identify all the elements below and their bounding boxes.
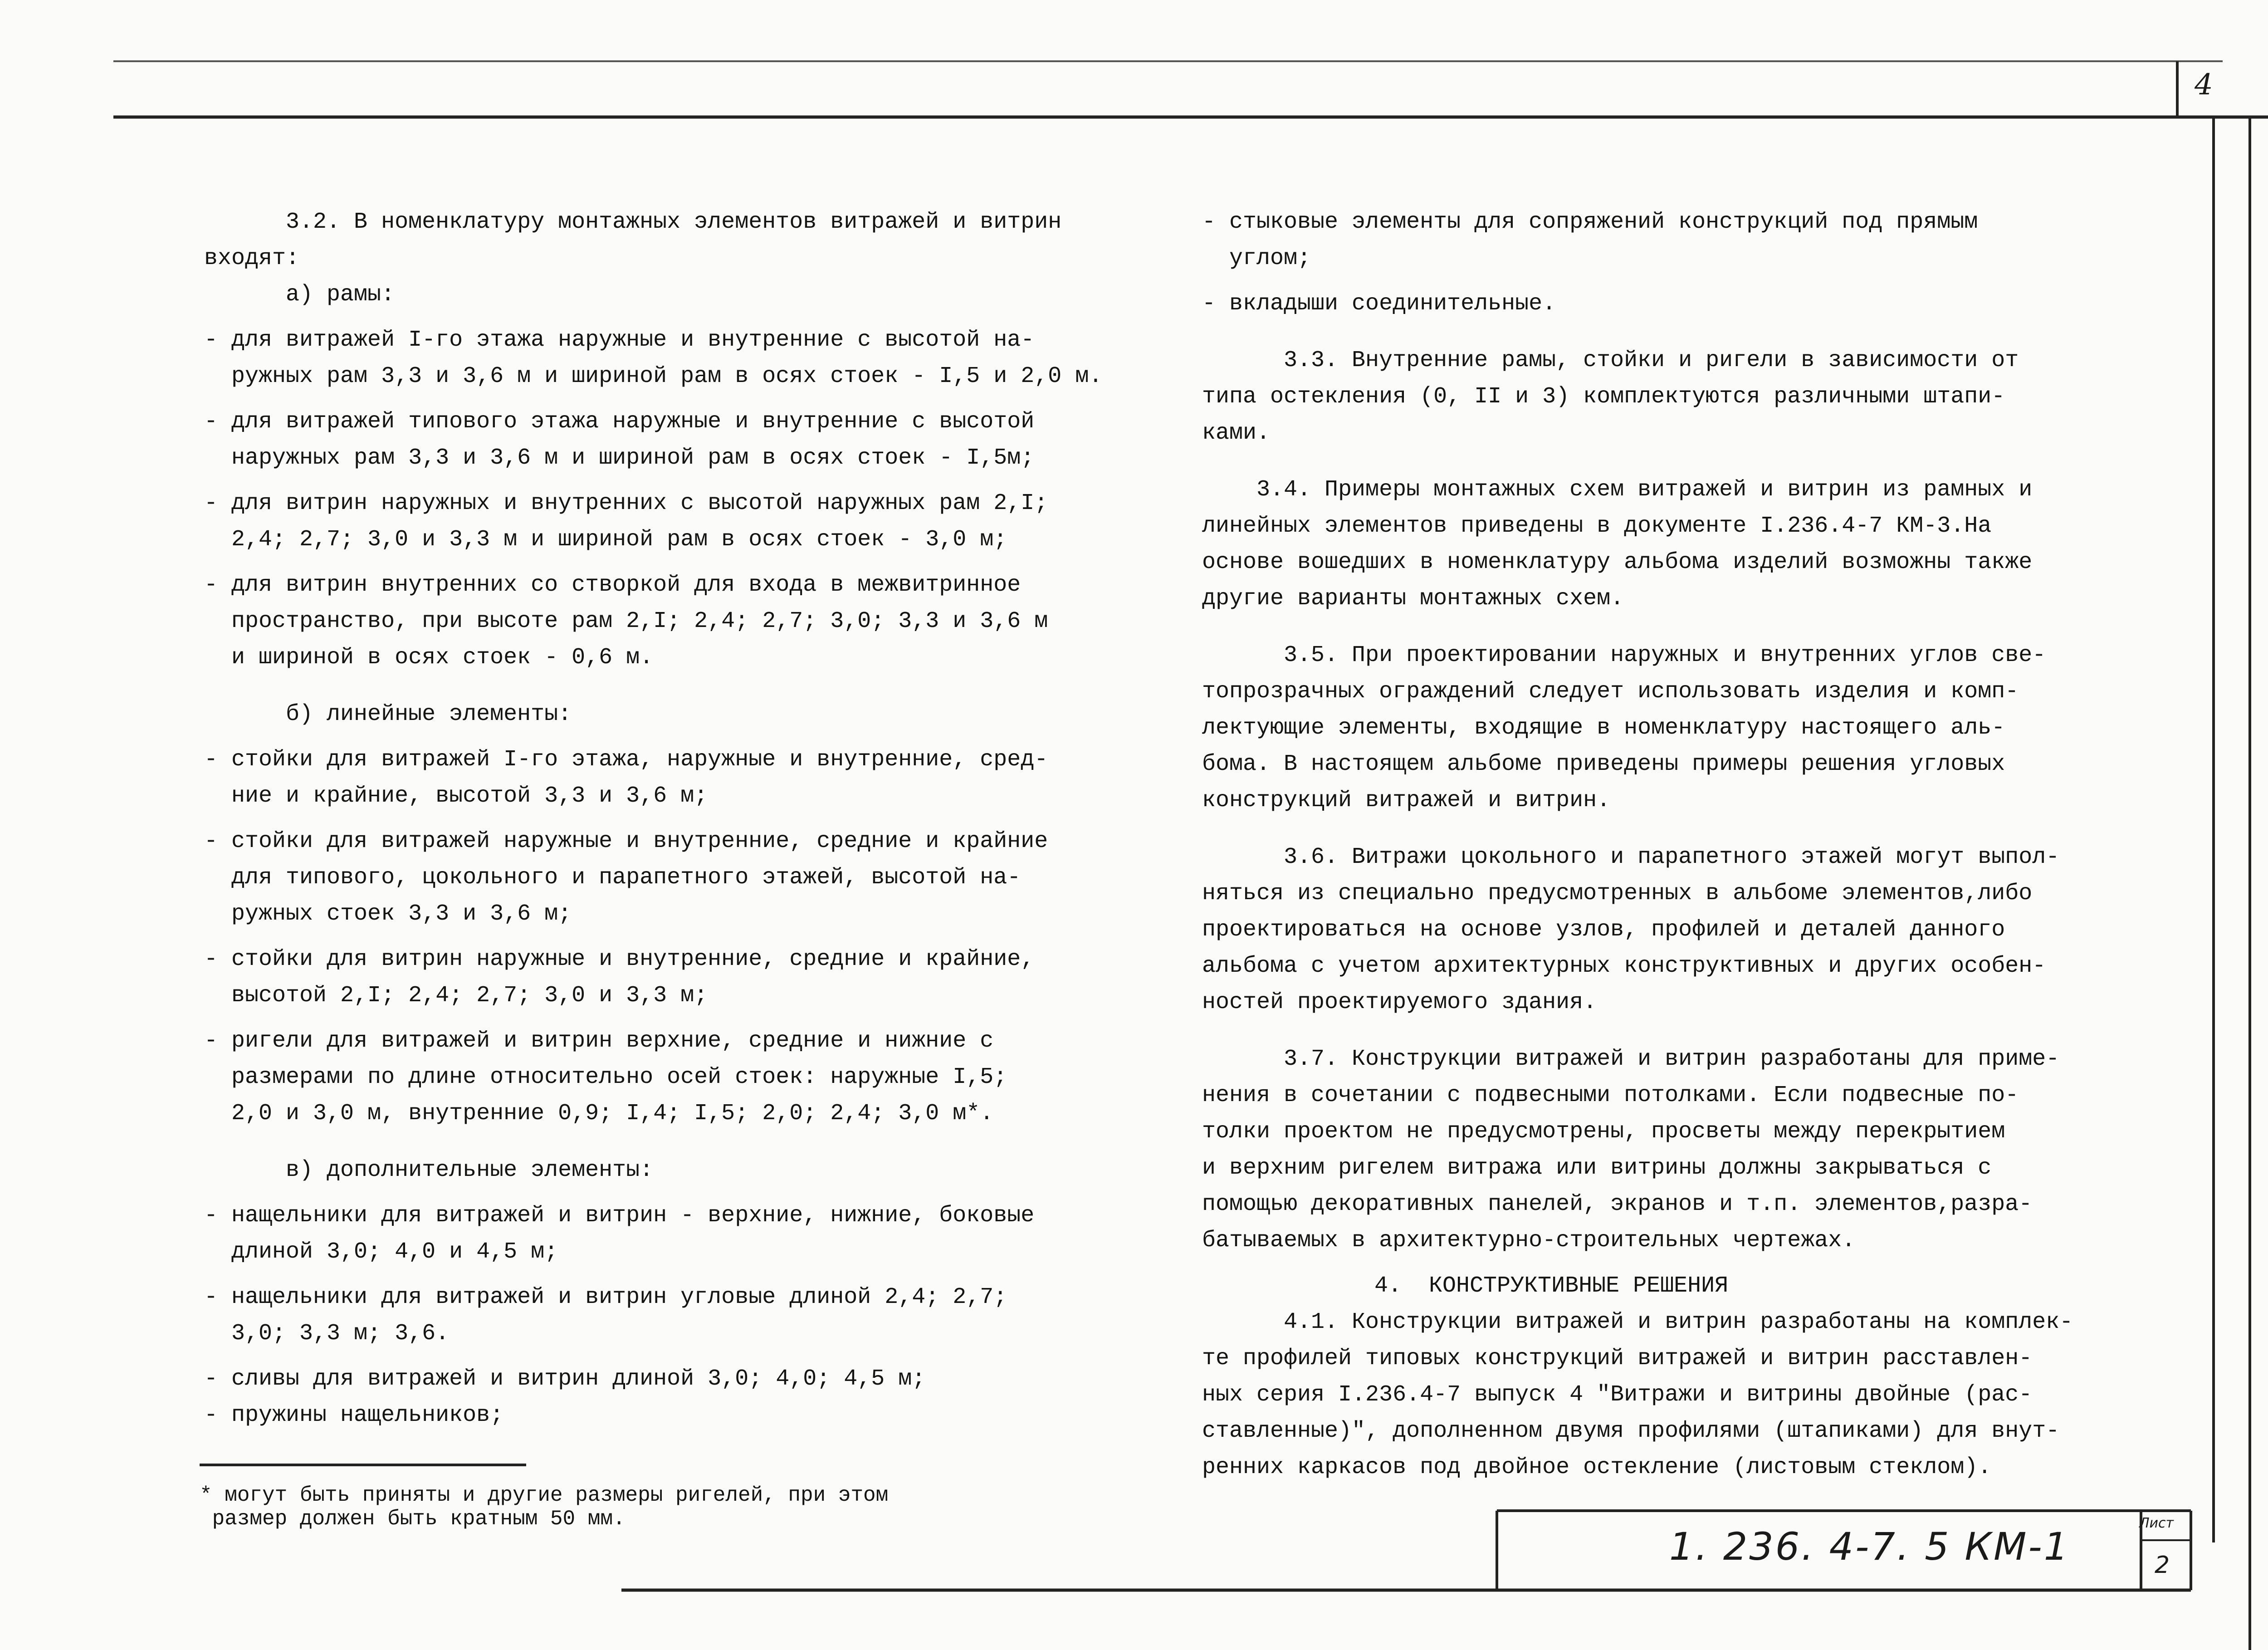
- text-line: ренних каркасов под двойное остекление (листовым стеклом).: [1202, 1454, 1992, 1480]
- document-code: 1. 236. 4-7. 5 КМ-1: [1669, 1524, 2070, 1569]
- text-line: - для витражей I-го этажа наружные и внутренние с высотой на-: [204, 327, 1035, 353]
- footnote-line: размер должен быть кратным 50 мм.: [200, 1507, 626, 1531]
- text-line: пространство, при высоте рам 2,I; 2,4; 2,7; 3,0; 3,3 и 3,6 м: [204, 608, 1048, 634]
- sheet-label: Лист: [2139, 1515, 2174, 1531]
- text-line: 3,0; 3,3 м; 3,6.: [204, 1321, 450, 1346]
- text-line: - сливы для витражей и витрин длиной 3,0; 4,0; 4,5 м;: [204, 1366, 926, 1392]
- text-line: няться из специально предусмотренных в альбоме элементов,либо: [1202, 881, 2033, 906]
- text-line: бома. В настоящем альбоме приведены примеры решения угловых: [1202, 751, 2005, 777]
- footnote-marker: *: [200, 1484, 212, 1507]
- text-line: - нащельники для витражей и витрин угловые длиной 2,4; 2,7;: [204, 1284, 1007, 1310]
- text-line: - пружины нащельников;: [204, 1402, 504, 1428]
- text-line: конструкций витражей и витрин.: [1202, 788, 1611, 813]
- text-line: и шириной в осях стоек - 0,6 м.: [204, 645, 654, 671]
- text-line: а) рамы:: [204, 282, 395, 308]
- text-line: - вкладыши соединительные.: [1202, 291, 1556, 317]
- text-line: длиной 3,0; 4,0 и 4,5 м;: [204, 1239, 558, 1265]
- text-line: типа остекления (0, II и 3) комплектуются различными штапи-: [1202, 384, 2005, 410]
- sheet-number: 2: [2155, 1552, 2170, 1579]
- text-line: 3.6. Витражи цокольного и парапетного этажей могут выпол-: [1202, 844, 2060, 870]
- section-heading: 4. КОНСТРУКТИВНЫЕ РЕШЕНИЯ: [1374, 1273, 1729, 1299]
- right-column: [1202, 204, 2118, 1486]
- text-line: другие варианты монтажных схем.: [1202, 586, 1624, 612]
- text-line: ружных стоек 3,3 и 3,6 м;: [204, 901, 572, 927]
- text-line: высотой 2,I; 2,4; 2,7; 3,0 и 3,3 м;: [204, 983, 708, 1009]
- text-line: те профилей типовых конструкций витражей и витрин расставлен-: [1202, 1346, 2033, 1371]
- text-line: - стыковые элементы для сопряжений конструкций под прямым: [1202, 209, 1978, 235]
- footnote-divider: [200, 1464, 526, 1466]
- text-line: толки проектом не предусмотрены, просветы между перекрытием: [1202, 1119, 2005, 1145]
- footnote: [200, 1484, 888, 1531]
- page-number: 4: [2195, 68, 2213, 102]
- text-line: батываемых в архитектурно-строительных чертежах.: [1202, 1228, 1856, 1253]
- text-line: входят:: [204, 245, 300, 271]
- text-line: 3.4. Примеры монтажных схем витражей и витрин из рамных и: [1202, 477, 2033, 503]
- text-line: 3.5. При проектировании наружных и внутренних углов све-: [1202, 642, 2046, 668]
- text-line: ных серия I.236.4-7 выпуск 4 "Витражи и витрины двойные (рас-: [1202, 1382, 2033, 1408]
- text-line: ружных рам 3,3 и 3,6 м и шириной рам в осях стоек - I,5 и 2,0 м.: [204, 363, 1103, 389]
- text-line: проектироваться на основе узлов, профилей и деталей данного: [1202, 917, 2005, 943]
- text-line: альбома с учетом архитектурных конструктивных и других особен-: [1202, 953, 2046, 979]
- text-line: 2,0 и 3,0 м, внутренние 0,9; I,4; I,5; 2,0; 2,4; 3,0 м*.: [204, 1101, 994, 1126]
- text-line: - для витрин внутренних со створкой для входа в межвитринное: [204, 572, 1021, 598]
- text-line: - стойки для витрин наружные и внутренние, средние и крайние,: [204, 946, 1035, 972]
- text-line: 3.2. В номенклатуру монтажных элементов витражей и витрин: [204, 209, 1062, 235]
- text-line: ностей проектируемого здания.: [1202, 989, 1597, 1015]
- text-line: размерами по длине относительно осей стоек: наружные I,5;: [204, 1064, 1007, 1090]
- text-line: - стойки для витражей I-го этажа, наружные и внутренние, сред-: [204, 747, 1048, 773]
- text-line: - для витрин наружных и внутренних с высотой наружных рам 2,I;: [204, 490, 1048, 516]
- text-line: - нащельники для витражей и витрин - верхние, нижние, боковые: [204, 1203, 1035, 1229]
- text-line: и верхним ригелем витража или витрины должны закрываться с: [1202, 1155, 1992, 1181]
- text-line: нения в сочетании с подвесными потолками. Если подвесные по-: [1202, 1082, 2019, 1108]
- text-line: топрозрачных ограждений следует использовать изделия и комп-: [1202, 679, 2019, 705]
- text-line: 3.3. Внутренние рамы, стойки и ригели в зависимости от: [1202, 348, 2019, 373]
- text-line: 2,4; 2,7; 3,0 и 3,3 м и шириной рам в осях стоек - 3,0 м;: [204, 527, 1007, 553]
- left-column: [204, 204, 1111, 1434]
- text-line: наружных рам 3,3 и 3,6 м и шириной рам в осях стоек - I,5м;: [204, 445, 1035, 471]
- text-line: 4.1. Конструкции витражей и витрин разработаны на комплек-: [1202, 1309, 2073, 1335]
- text-line: углом;: [1202, 245, 1311, 271]
- text-line: лектующие элементы, входящие в номенклатуру настоящего аль-: [1202, 715, 2005, 741]
- text-line: помощью декоративных панелей, экранов и т.п. элементов,разра-: [1202, 1191, 2033, 1217]
- text-line: - для витражей типового этажа наружные и внутренние с высотой: [204, 409, 1035, 435]
- text-line: ние и крайние, высотой 3,3 и 3,6 м;: [204, 783, 708, 809]
- footnote-line: могут быть приняты и другие размеры ригелей, при этом: [212, 1484, 889, 1507]
- text-line: 3.7. Конструкции витражей и витрин разработаны для приме-: [1202, 1046, 2060, 1072]
- text-line: основе вошедших в номенклатуру альбома изделий возможны также: [1202, 549, 2033, 575]
- text-line: ставленные)", дополненном двумя профилями (штапиками) для внут-: [1202, 1418, 2060, 1444]
- text-line: б) линейные элементы:: [204, 701, 572, 727]
- text-line: в) дополнительные элементы:: [204, 1157, 654, 1183]
- text-line: линейных элементов приведены в документе I.236.4-7 КМ-3.На: [1202, 513, 1992, 539]
- text-line: - ригели для витражей и витрин верхние, средние и нижние с: [204, 1028, 994, 1054]
- text-line: ками.: [1202, 420, 1271, 446]
- text-line: - стойки для витражей наружные и внутренние, средние и крайние: [204, 828, 1048, 854]
- text-line: для типового, цокольного и парапетного этажей, высотой на-: [204, 865, 1021, 891]
